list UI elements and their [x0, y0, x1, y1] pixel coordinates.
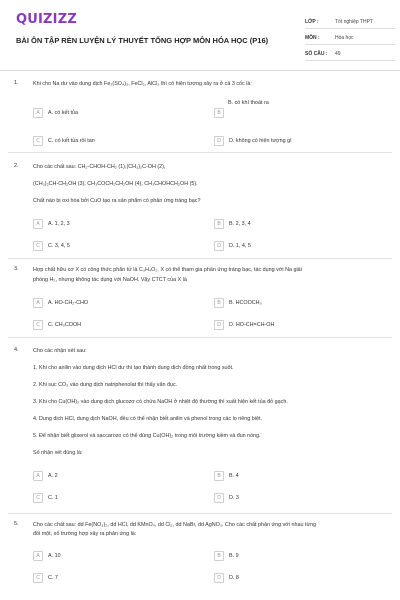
- option-letter-box: A: [33, 108, 43, 118]
- option-text: D. 8: [229, 575, 239, 581]
- option-letter-box: D: [214, 136, 224, 146]
- option-letter-box: A: [33, 298, 43, 308]
- option-a[interactable]: [33, 471, 58, 481]
- meta-class-label: LỚP :: [305, 18, 319, 25]
- option-letter-box: A: [33, 551, 43, 561]
- option-c[interactable]: [33, 241, 70, 251]
- question-text-line: Số nhận xét đúng là:: [33, 450, 83, 456]
- option-d[interactable]: [214, 493, 239, 503]
- question-number: 3.: [14, 266, 19, 272]
- option-a[interactable]: [33, 219, 70, 229]
- document-title: BÀI ÔN TẬP RÈN LUYỆN LÝ THUYẾT TỔNG HỢP MÔN HÓA HỌC (P16): [16, 36, 269, 45]
- meta-count-label: SỐ CÂU :: [305, 50, 328, 57]
- option-c[interactable]: [33, 493, 58, 503]
- question-divider: [8, 152, 392, 153]
- option-text: C. 3, 4, 5: [48, 243, 70, 249]
- option-b-letter-box: B: [214, 108, 224, 118]
- option-text: C. 1: [48, 495, 58, 501]
- option-b[interactable]: [214, 298, 262, 308]
- question-divider: [8, 258, 392, 259]
- option-letter-box: D: [214, 320, 224, 330]
- option-letter-box: C: [33, 573, 43, 583]
- document-header: [0, 0, 400, 66]
- option-letter-box: C: [33, 320, 43, 330]
- option-text: A. có kết tủa: [48, 110, 78, 116]
- option-b[interactable]: [214, 219, 251, 229]
- question-text-line: Hợp chất hữu cơ X có công thức phân tử là C₃H₄O₂. X có thể tham gia phản ứng tráng bạc, tác dụng với Na giải: [33, 267, 302, 273]
- question-text-line: (CH₃)₂CH-CH₂OH (3), CH₃COCH₂CH₂OH (4), CH₃CHOHCH₂OH (5).: [33, 181, 198, 187]
- option-a[interactable]: [33, 108, 78, 118]
- option-text: B. HCOOCH₃: [229, 300, 262, 306]
- option-letter-box: C: [33, 136, 43, 146]
- question-number: 1.: [14, 80, 19, 86]
- option-b[interactable]: [214, 471, 239, 481]
- question-text-line: 2. Khi sục CO₂ vào dung dịch natriphenolat thì thấy vẩn đục.: [33, 382, 178, 388]
- option-d[interactable]: [214, 320, 274, 330]
- option-text: D. HO-CH=CH-OH: [229, 322, 275, 328]
- option-text: D. 3: [229, 495, 239, 501]
- option-c[interactable]: [33, 573, 58, 583]
- option-a[interactable]: [33, 298, 88, 308]
- question-text-line: 4. Dung dịch HCl, dung dịch NaOH, đều có thể nhận biết anilin và phenol trong các lọ riêng biệt.: [33, 416, 262, 422]
- meta-info: [305, 15, 395, 63]
- option-text: A. 1, 2, 3: [48, 221, 70, 227]
- option-text: A. 2: [48, 473, 58, 479]
- option-text: D. 1, 4, 5: [229, 243, 251, 249]
- question-text-line: Cho các chất sau: dd Fe(NO₃)₂, dd HCl, dd KMnO₄, dd Cl₂, dd NaBr, dd AgNO₃. Cho các chất phản ứng với nhau từng: [33, 522, 317, 528]
- quizizz-logo: QUIZIZZ: [16, 12, 77, 27]
- option-a[interactable]: [33, 551, 61, 561]
- option-letter-box: D: [214, 241, 224, 251]
- option-letter-box: B: [214, 551, 224, 561]
- option-b[interactable]: [214, 551, 239, 561]
- option-text: B. 9: [229, 553, 239, 559]
- option-text: C. 7: [48, 575, 58, 581]
- option-text: B. có khí thoát ra: [228, 100, 269, 106]
- question-number: 2.: [14, 163, 19, 169]
- option-text: A. 10: [48, 553, 61, 559]
- option-letter-box: B: [214, 219, 224, 229]
- meta-class-row: [305, 15, 395, 29]
- option-text: B. 4: [229, 473, 239, 479]
- option-text: B. 2, 3, 4: [229, 221, 251, 227]
- question-text-line: phóng H₂, nhưng không tác dụng với NaOH. Vậy CTCT của X là: [33, 277, 187, 283]
- question-divider: [8, 337, 392, 338]
- option-c[interactable]: [33, 136, 95, 146]
- option-text: A. HO-CH₂-CHO: [48, 300, 89, 306]
- question-number: 4.: [14, 347, 19, 353]
- option-text: C. CH₃COOH: [48, 322, 82, 328]
- option-letter-box: C: [33, 493, 43, 503]
- option-d[interactable]: [214, 241, 251, 251]
- option-letter-box: C: [33, 241, 43, 251]
- meta-class-value: Tốt nghiệp THPT: [335, 18, 373, 25]
- option-letter-box: D: [214, 493, 224, 503]
- meta-subject-label: MÔN :: [305, 34, 320, 41]
- question-text-line: Cho các chất sau: CH₂-CHOH-CH₂ (1),(CH₃)₂C-OH (2),: [33, 164, 166, 170]
- meta-subject-value: Hóa học: [335, 34, 354, 41]
- question-number: 5.: [14, 521, 19, 527]
- question-text-line: 3. Khi cho Cu(OH)₂ vào dung dịch glucozơ có chứa NaOH ở nhiệt độ thường thì xuất hiện kết tủa đỏ gạch.: [33, 399, 288, 405]
- question-text: Khi cho Na dư vào dung dịch Fe₂(SO₄)₃, FeCl₂, AlCl₃ thì có hiện tượng xảy ra ở cả 3 cốc là:: [33, 81, 252, 87]
- option-letter-box: D: [214, 573, 224, 583]
- question-text-line: Cho các nhận xét sau:: [33, 348, 87, 354]
- meta-count-value: 49: [335, 50, 341, 57]
- option-letter-box: A: [33, 471, 43, 481]
- question-text-line: đôi một, số trường hợp xảy ra phản ứng là:: [33, 531, 137, 537]
- question-text-line: 5. Để nhận biết glixerol và saccarozo có thể dùng Cu(OH)₂ trong môi trường kiềm và đun nóng.: [33, 433, 261, 439]
- option-letter-box: B: [214, 298, 224, 308]
- option-d[interactable]: [214, 573, 239, 583]
- question-text-line: 1. Khi cho anilin vào dung dịch HCl dư thì tạo thành dung dịch đồng nhất trong suốt.: [33, 365, 234, 371]
- question-divider: [8, 513, 392, 514]
- meta-subject-row: [305, 31, 395, 45]
- meta-count-row: [305, 47, 395, 61]
- option-c[interactable]: [33, 320, 81, 330]
- option-letter-box: A: [33, 219, 43, 229]
- header-divider: [0, 70, 400, 71]
- option-letter-box: B: [214, 471, 224, 481]
- question-text-line: Chất nào bị oxi hóa bởi CuO tạo ra sản phẩm có phản ứng tráng bạc?: [33, 198, 201, 204]
- option-d[interactable]: [214, 136, 292, 146]
- option-b[interactable]: [228, 98, 269, 108]
- option-text: C. có kết tủa rồi tan: [48, 138, 95, 144]
- option-text: D. không có hiện tượng gì: [229, 138, 292, 144]
